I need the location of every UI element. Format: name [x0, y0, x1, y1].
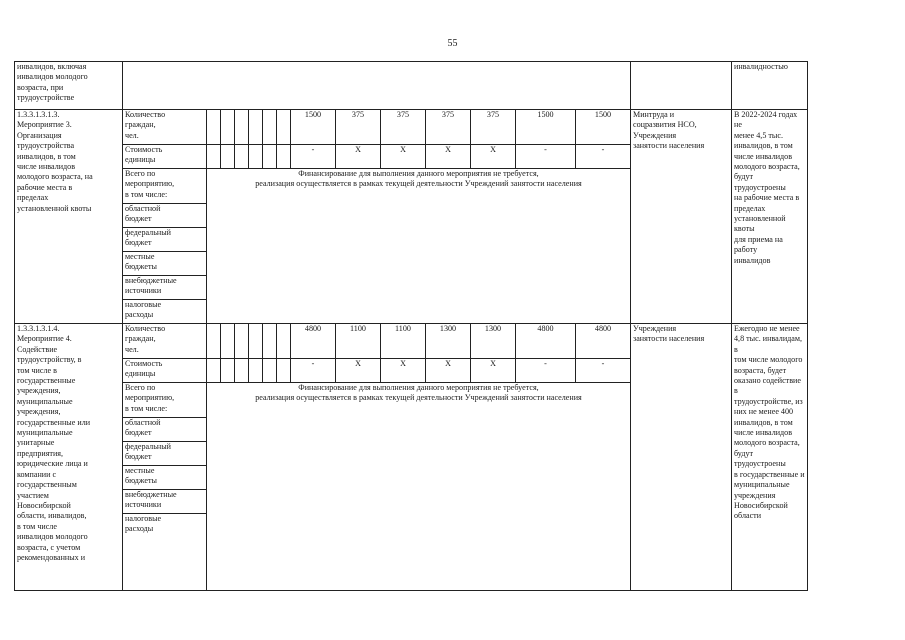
value-cell: - — [291, 145, 336, 169]
code-cell — [277, 324, 291, 359]
value-cell: 1300 — [471, 324, 516, 359]
funding-regional-label: областной бюджет — [123, 418, 207, 442]
measure-4-quantity-row — [15, 324, 808, 359]
measure-3-indicator-unit-cost: Стоимость единицы — [123, 145, 207, 169]
funding-tax-label: налоговые расходы — [123, 300, 207, 324]
value-cell: 1500 — [576, 110, 631, 145]
value-cell: X — [426, 145, 471, 169]
value-cell: 1100 — [336, 324, 381, 359]
value-cell: X — [336, 359, 381, 383]
carry-result: инвалидностью — [732, 62, 808, 110]
measure-3-funding-note: Финансирование для выполнения данного мероприятия не требуется, реализация осуществляется в рамках текущей деятельности Учреждений занятости населения — [207, 169, 631, 324]
code-cell — [207, 110, 221, 145]
funding-local-label: местные бюджеты — [123, 466, 207, 490]
measure-3-result: В 2022-2024 годах не менее 4,5 тыс. инвалидов, в том числе инвалидов молодого возраста, будут трудоустроены на рабочие места в пределах установленной квоты для приема на работу инвалидов — [732, 110, 808, 324]
code-cell — [249, 145, 263, 169]
code-cell — [207, 359, 221, 383]
value-cell: 375 — [336, 110, 381, 145]
carry-empty-cell — [123, 62, 631, 110]
funding-federal-label: федеральный бюджет — [123, 442, 207, 466]
value-cell: 375 — [426, 110, 471, 145]
value-cell: X — [381, 145, 426, 169]
code-cell — [235, 145, 249, 169]
code-cell — [263, 110, 277, 145]
code-cell — [263, 359, 277, 383]
funding-extrabudget-label: внебюджетные источники — [123, 490, 207, 514]
measure-3-quantity-row — [15, 110, 808, 145]
value-cell: X — [381, 359, 426, 383]
value-cell: 375 — [471, 110, 516, 145]
value-cell: - — [291, 359, 336, 383]
measure-3-indicator-quantity: Количество граждан, чел. — [123, 110, 207, 145]
value-cell: X — [471, 359, 516, 383]
value-cell: 4800 — [516, 324, 576, 359]
carry-executor-cell — [631, 62, 732, 110]
funding-local-label: местные бюджеты — [123, 252, 207, 276]
code-cell — [235, 359, 249, 383]
code-cell — [277, 359, 291, 383]
value-cell: 1100 — [381, 324, 426, 359]
measure-4-indicator-quantity: Количество граждан, чел. — [123, 324, 207, 359]
code-cell — [249, 359, 263, 383]
value-cell: - — [516, 145, 576, 169]
value-cell: 375 — [381, 110, 426, 145]
program-measures-table — [14, 61, 808, 591]
code-cell — [277, 145, 291, 169]
code-cell — [263, 145, 277, 169]
value-cell: 1500 — [516, 110, 576, 145]
measure-4-executor: Учреждения занятости населения — [631, 324, 732, 591]
code-cell — [221, 110, 235, 145]
funding-tax-label: налоговые расходы — [123, 514, 207, 591]
measure-4-indicator-unit-cost: Стоимость единицы — [123, 359, 207, 383]
value-cell: 1300 — [426, 324, 471, 359]
measure-3-executor: Минтруда и соцразвития НСО, Учреждения занятости населения — [631, 110, 732, 324]
value-cell: X — [336, 145, 381, 169]
code-cell — [221, 145, 235, 169]
code-cell — [249, 110, 263, 145]
carry-measure-name: инвалидов, включая инвалидов молодого возраста, при трудоустройстве — [15, 62, 123, 110]
carry-over-row — [15, 62, 808, 110]
code-cell — [235, 324, 249, 359]
code-cell — [221, 359, 235, 383]
value-cell: X — [471, 145, 516, 169]
value-cell: 4800 — [291, 324, 336, 359]
code-cell — [207, 324, 221, 359]
code-cell — [221, 324, 235, 359]
measure-4-result: Ежегодно не менее 4,8 тыс. инвалидам, в том числе молодого возраста, будет оказано содействие в трудоустройстве, из них не менее 400 инвалидов, в том числе инвалидов молодого возраста, будут трудоустроены в государственные и муниципальные учреждения Новосибирской области — [732, 324, 808, 591]
value-cell: 1500 — [291, 110, 336, 145]
value-cell: 4800 — [576, 324, 631, 359]
funding-regional-label: областной бюджет — [123, 204, 207, 228]
measure-3-name: 1.3.3.1.3.1.3. Мероприятие 3. Организация трудоустройства инвалидов, в том числе инвалидов молодого возраста, на рабочие места в пределах установленной квоты — [15, 110, 123, 324]
value-cell: - — [576, 145, 631, 169]
code-cell — [235, 110, 249, 145]
measure-4-name: 1.3.3.1.3.1.4. Мероприятие 4. Содействие трудоустройству, в том числе в государственные учреждения, муниципальные учреждения, государственные или муниципальные унитарные предприятия, юридические лица и компании с государственным участием Новосибирской области, инвалидов, в том числе инвалидов молодого возраста, с учетом рекомендованных и — [15, 324, 123, 591]
page-number: 55 — [447, 38, 458, 49]
funding-extrabudget-label: внебюджетные источники — [123, 276, 207, 300]
measure-4-funding-note: Финансирование для выполнения данного мероприятия не требуется, реализация осуществляется в рамках текущей деятельности Учреждений занятости населения — [207, 383, 631, 591]
code-cell — [207, 145, 221, 169]
code-cell — [263, 324, 277, 359]
value-cell: X — [426, 359, 471, 383]
code-cell — [277, 110, 291, 145]
funding-federal-label: федеральный бюджет — [123, 228, 207, 252]
value-cell: - — [576, 359, 631, 383]
code-cell — [249, 324, 263, 359]
funding-total-label: Всего по мероприятию, в том числе: — [123, 169, 207, 204]
funding-total-label: Всего по мероприятию, в том числе: — [123, 383, 207, 418]
value-cell: - — [516, 359, 576, 383]
